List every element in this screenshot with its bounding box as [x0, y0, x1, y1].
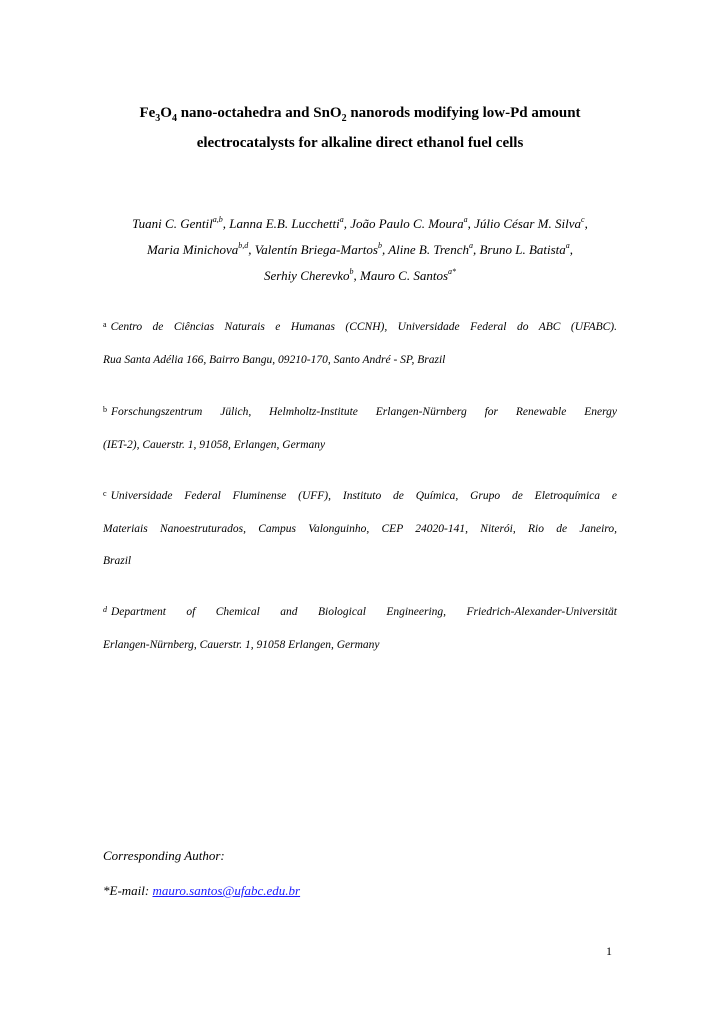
author-name: Tuani C. Gentil [132, 216, 213, 231]
affiliation-d: $^d$ Department of Chemical and Biological Engineering, Friedrich-Alexander-Universität Erlangen-Nürnberg, Cauerstr. 1, 91058 Erlangen, Germany [103, 605, 617, 651]
author-name: Bruno L. Batista [479, 242, 566, 257]
affiliation-mark: d [103, 605, 107, 614]
affiliation-mark: a [103, 320, 107, 329]
author-line-3: Serhiy Cherevko$^b$, Mauro C. Santos$^{a*}$ [263, 266, 457, 283]
affiliation-mark: c [103, 489, 107, 498]
author-name: Maria Minichova [146, 242, 239, 257]
affiliation-a: $^a$ Centro de Ciências Naturais e Humanas (CCNH), Universidade Federal do ABC (UFABC). Rua Santa Adélia 166, Bairro Bangu, 09210-170, Santo André - SP, Brazil [103, 320, 617, 366]
affiliation-b: $^b$ Forschungszentrum Jülich, Helmholtz-Institute Erlangen-Nürnberg for Renewable Energy (IET-2), Cauerstr. 1, 91058, Erlangen, Germany [103, 405, 617, 451]
author-name: Aline B. Trench [388, 242, 469, 257]
corresponding-author-label: Corresponding Author: [103, 848, 225, 863]
title-line-2: electrocatalysts for alkaline direct ethanol fuel cells [196, 135, 524, 151]
paper-title [60, 98, 660, 158]
author-name: Mauro C. Santos [360, 268, 449, 283]
author-name: Valentín Briega-Martos [254, 242, 378, 257]
author-line-1: Tuani C. Gentil$^{a,b}$, Lanna E.B. Lucchetti$^a$, João Paulo C. Moura$^a$, Júlio César M. Silva$^c$, [132, 214, 588, 231]
author-list [60, 211, 660, 289]
author-name: João Paulo C. Moura [350, 216, 464, 231]
author-name: Serhiy Cherevko [263, 268, 350, 283]
affiliation-c: $^c$ Universidade Federal Fluminense (UFF), Instituto de Química, Grupo de Eletroquímica e Materiais Nanoestruturados, Campus Valonguinho, CEP 24020-141, Niterói, Rio de Janeiro, Brazil [103, 489, 617, 567]
page-number: 1 [606, 944, 612, 958]
corresponding-email [103, 883, 300, 899]
author-name: Júlio César M. Silva [474, 216, 581, 231]
email-label: *E-mail: [103, 883, 153, 898]
title-line-1: $Fe_3O_4$ nano-octahedra and SnO$_2$ nanorods modifying low-Pd amount [139, 105, 581, 124]
author-line-2: Maria Minichova$^{b,d}$, Valentín Briega-Martos$^b$, Aline B. Trench$^a$, Bruno L. Batista$^a$, [146, 240, 574, 257]
email-link[interactable]: mauro.santos@ufabc.edu.br [152, 883, 301, 898]
affiliation-mark: b [103, 405, 107, 414]
author-name: Lanna E.B. Lucchetti [229, 216, 340, 231]
